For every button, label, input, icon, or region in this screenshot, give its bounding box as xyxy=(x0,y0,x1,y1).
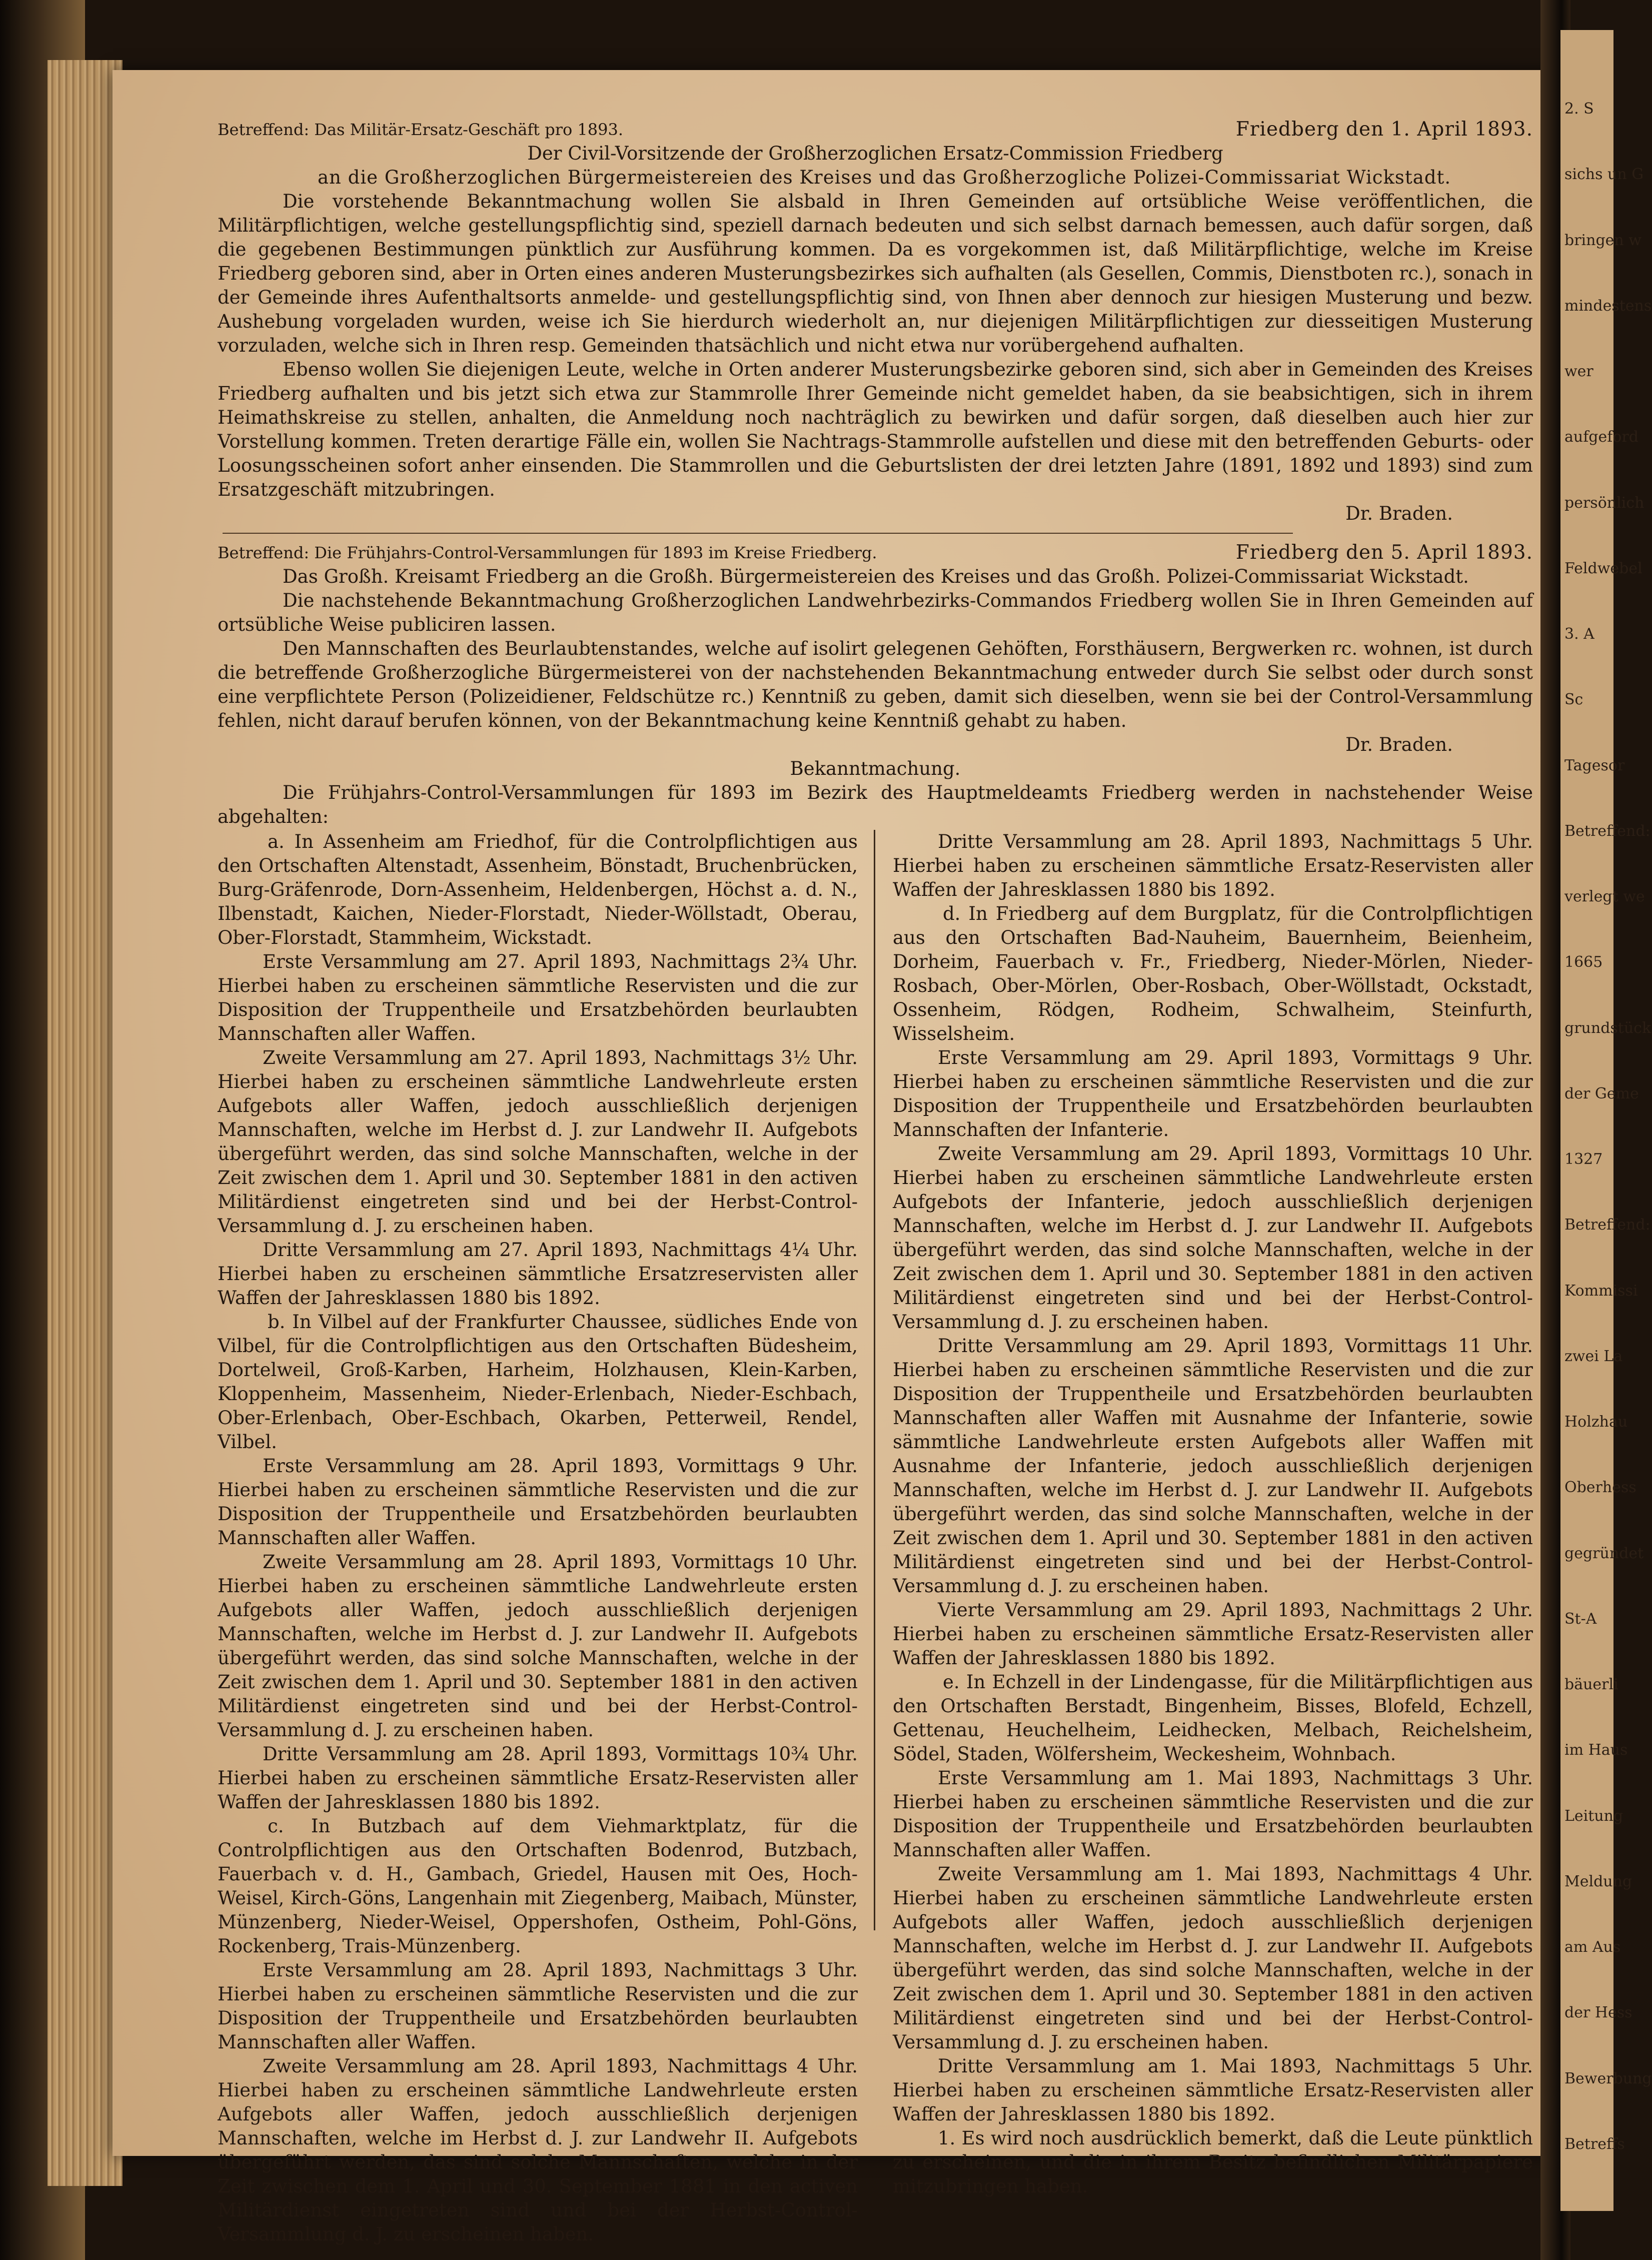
notice1-para1: Die vorstehende Bekanntmachung wollen Sie alsbald in Ihren Gemeinden auf ortsübliche Weise veröffentlichen, die Militärpflichtigen, welche gestellungspflichtig sind, speziell darnach bedeuten und sich selbst darnach bemessen, auch dafür sorgen, daß die gegebenen Bestimmungen pünktlich zur Ausführung kommen. Da es vorgekommen ist, daß Militärpflichtige, welche im Kreise Friedberg geboren sind, aber in Orten eines anderen Musterungsbezirkes sich aufhalten (als Gesellen, Commis, Dienstboten rc.), sonach in der Gemeinde ihres Aufenthaltsorts anmelde- und gestellungspflichtig sind, von Ihnen aber dennoch zur hiesigen Musterung und bezw. Aushebung vorgeladen wurden, weise ich Sie hierdurch wiederholt an, nur diejenigen Militärpflichtigen zur diesseitigen Musterung vorzuladen, welche sich in Ihren resp. Gemeinden thatsächlich und nicht etwa nur vorübergehend aufhalten. xyxy=(218,191,1533,356)
next-page-fragment: bäuerli xyxy=(1564,1676,1618,1693)
page-edges xyxy=(48,60,123,2186)
notice1-place-date: Friedberg den 1. April 1893. xyxy=(1235,118,1533,141)
next-page-fragment: Kommissi xyxy=(1564,1282,1638,1300)
assembly-item: Erste Versammlung am 1. Mai 1893, Nachmittags 3 Uhr. Hierbei haben zu erscheinen sämmtliche Reservisten und die zur Disposition der Truppentheile und Ersatzbehörden beurlaubten Mannschaften aller Waffen. xyxy=(893,1767,1533,1861)
page-text xyxy=(218,118,1533,2245)
notice1-authority: Der Civil-Vorsitzende der Großherzoglichen Ersatz-Commission Friedberg xyxy=(527,143,1223,164)
assembly-item: Vierte Versammlung am 29. April 1893, Nachmittags 2 Uhr. Hierbei haben zu erscheinen sämmtliche Ersatz-Reservisten aller Waffen der Jahresklassen 1880 bis 1892. xyxy=(893,1599,1533,1669)
announcement-title: Bekanntmachung. xyxy=(790,758,961,779)
next-page-fragment: der Hess xyxy=(1564,2004,1632,2021)
location-e: e. In Echzell in der Lindengasse, für die Militärpflichtigen aus den Ortschaften Berstadt, Bingenheim, Bisses, Blofeld, Echzell, Gettenau, Heuchelheim, Leidhecken, Melbach, Reichelsheim, Södel, Staden, Wölfersheim, Weckesheim, Wohnbach. xyxy=(893,1671,1533,1765)
assembly-item: Dritte Versammlung am 29. April 1893, Vormittags 11 Uhr. Hierbei haben zu erscheinen sämmtliche Reservisten und die zur Disposition der Truppentheile und Ersatzbehörden beurlaubten Mannschaften aller Waffen mit Ausnahme der Infanterie, sowie sämmtliche Landwehrleute ersten Aufgebots aller Waffen mit Ausnahme der Infanterie, jedoch ausschließlich derjenigen Mannschaften, welche im Herbst d. J. zur Landwehr II. Aufgebots übergeführt werden, das sind solche Mannschaften, welche in der Zeit zwischen dem 1. April und 30. September 1881 in den activen Militärdienst eingetreten sind und bei der Herbst-Control-Versammlung d. J. zu erscheinen haben. xyxy=(893,1335,1533,1597)
next-page-fragment: Feldwebel xyxy=(1564,560,1642,577)
next-page-fragment: verlegt we xyxy=(1564,888,1645,905)
closing-note: 1. Es wird noch ausdrücklich bemerkt, daß die Leute pünktlich zu erscheinen, und die in ihrem Besitz befindlichen Militärpapiere mitzubringen haben. xyxy=(893,2127,1533,2197)
next-page-fragment: 1327 xyxy=(1564,1151,1603,1168)
assembly-item: Erste Versammlung am 29. April 1893, Vormittags 9 Uhr. Hierbei haben zu erscheinen sämmtliche Reservisten und die zur Disposition der Truppentheile und Ersatzbehörden beurlaubten Mannschaften der Infanterie. xyxy=(893,1047,1533,1141)
assembly-item: Dritte Versammlung am 28. April 1893, Nachmittags 5 Uhr. Hierbei haben zu erscheinen sämmtliche Ersatz-Reservisten aller Waffen der Jahresklassen 1880 bis 1892. xyxy=(893,831,1533,900)
next-page-fragment: der Geme xyxy=(1564,1085,1639,1102)
assembly-item: Zweite Versammlung am 1. Mai 1893, Nachmittags 4 Uhr. Hierbei haben zu erscheinen sämmtliche Landwehrleute ersten Aufgebots aller Waffen, jedoch ausschließlich derjenigen Mannschaften, welche im Herbst d. J. zur Landwehr II. Aufgebots übergeführt werden, das sind solche Mannschaften, welche in der Zeit zwischen dem 1. April und 30. September 1881 in den activen Militärdienst eingetreten sind und bei der Herbst-Control-Versammlung d. J. zu erscheinen haben. xyxy=(893,1863,1533,2053)
assembly-item: Zweite Versammlung am 29. April 1893, Vormittags 10 Uhr. Hierbei haben zu erscheinen sämmtliche Landwehrleute ersten Aufgebots der Infanterie, jedoch ausschließlich derjenigen Mannschaften, welche im Herbst d. J. zur Landwehr II. Aufgebots übergeführt werden, das sind solche Mannschaften, welche in der Zeit zwischen dem 1. April und 30. September 1881 in den activen Militärdienst eingetreten sind und bei der Herbst-Control-Versammlung d. J. zu erscheinen haben. xyxy=(893,1143,1533,1333)
next-page-fragment: Oberhess xyxy=(1564,1479,1636,1496)
assembly-item: Erste Versammlung am 27. April 1893, Nachmittags 2¾ Uhr. Hierbei haben zu erscheinen sämmtliche Reservisten und die zur Disposition der Truppentheile und Ersatzbehörden beurlaubten Mannschaften aller Waffen. xyxy=(218,951,858,1044)
next-page-fragment: persönlich xyxy=(1564,494,1644,512)
notice2-addressees: Das Großh. Kreisamt Friedberg an die Großh. Bürgermeistereien des Kreises und das Großh. Polizei-Commissariat Wickstadt. xyxy=(283,566,1469,587)
notice2-header xyxy=(218,541,1533,565)
assembly-item: Zweite Versammlung am 28. April 1893, Nachmittags 4 Uhr. Hierbei haben zu erscheinen sämmtliche Landwehrleute ersten Aufgebots aller Waffen, jedoch ausschließlich derjenigen Mannschaften, welche im Herbst d. J. zur Landwehr II. Aufgebots übergeführt werden, das sind solche Mannschaften, welche in der Zeit zwischen dem 1. April und 30. September 1881 in den activen Militärdienst eingetreten sind und bei der Herbst-Control-Versammlung d. J. zu erscheinen haben. xyxy=(218,2055,858,2245)
next-page-fragment: Betreffs xyxy=(1564,2135,1625,2153)
notice2-para2: Den Mannschaften des Beurlaubtenstandes, welche auf isolirt gelegenen Gehöften, Forsthäusern, Bergwerken rc. wohnen, ist durch die betreffende Großherzogliche Bürgermeisterei von der nachstehenden Bekanntmachung entweder durch Sie selbst oder durch sonst eine verpflichtete Person (Polizeidiener, Feldschütze rc.) Kenntniß zu geben, damit sich dieselben, wenn sie bei der Control-Versammlung fehlen, nicht darauf berufen können, von der Bekanntmachung keine Kenntniß gehabt zu haben. xyxy=(218,638,1533,731)
location-c: c. In Butzbach auf dem Viehmarktplatz, für die Controlpflichtigen aus den Ortschaften Bodenrod, Butzbach, Fauerbach v. d. H., Gambach, Griedel, Hausen mit Oes, Hoch-Weisel, Kirch-Göns, Langenhain mit Ziegenberg, Maibach, Münster, Münzenberg, Nieder-Weisel, Oppershofen, Ostheim, Pohl-Göns, Rockenberg, Trais-Münzenberg. xyxy=(218,1815,858,1957)
next-page-fragment: 3. A xyxy=(1564,625,1594,643)
next-page-fragment: mindestens xyxy=(1564,297,1652,315)
next-page-fragment: Meldung xyxy=(1564,1873,1632,1890)
assembly-item: Zweite Versammlung am 27. April 1893, Nachmittags 3½ Uhr. Hierbei haben zu erscheinen sämmtliche Landwehrleute ersten Aufgebots aller Waffen, jedoch ausschließlich derjenigen Mannschaften, welche im Herbst d. J. zur Landwehr II. Aufgebots übergeführt werden, das sind solche Mannschaften, welche in der Zeit zwischen dem 1. April und 30. September 1881 in den activen Militärdienst eingetreten sind und bei der Herbst-Control-Versammlung d. J. zu erscheinen haben. xyxy=(218,1047,858,1237)
location-b: b. In Vilbel auf der Frankfurter Chaussee, südliches Ende von Vilbel, für die Controlpflichtigen aus den Ortschaften Büdesheim, Dortelweil, Groß-Karben, Harheim, Holzhausen, Klein-Karben, Kloppenheim, Massenheim, Nieder-Erlenbach, Nieder-Eschbach, Ober-Erlenbach, Ober-Eschbach, Okarben, Petterweil, Rendel, Vilbel. xyxy=(218,1311,858,1453)
notice2-place-date: Friedberg den 5. April 1893. xyxy=(1235,541,1533,564)
next-page-fragment: am Aus xyxy=(1564,1938,1621,1956)
next-page-fragment: Leitung xyxy=(1564,1807,1623,1825)
next-page-fragment: gegründet xyxy=(1564,1545,1644,1562)
next-page-fragment: Sc xyxy=(1564,691,1583,708)
next-page-fragment: St-A xyxy=(1564,1610,1597,1628)
next-page-fragment: Holzhau xyxy=(1564,1413,1628,1431)
column-separator xyxy=(874,830,875,1930)
notice1-addressees: an die Großherzoglichen Bürgermeistereien des Kreises und das Großherzogliche Polizei-Commissariat Wickstadt. xyxy=(318,167,1451,188)
assembly-item: Erste Versammlung am 28. April 1893, Vormittags 9 Uhr. Hierbei haben zu erscheinen sämmtliche Reservisten und die zur Disposition der Truppentheile und Ersatzbehörden beurlaubten Mannschaften aller Waffen. xyxy=(218,1455,858,1549)
divider-rule xyxy=(223,533,1293,534)
notice2-signature: Dr. Braden. xyxy=(1345,734,1453,755)
assembly-item: Dritte Versammlung am 28. April 1893, Vormittags 10¾ Uhr. Hierbei haben zu erscheinen sämmtliche Ersatz-Reservisten aller Waffen der Jahresklassen 1880 bis 1892. xyxy=(218,1743,858,1813)
next-page-fragment: Tagesor xyxy=(1564,757,1625,774)
next-page-fragment: grundstück xyxy=(1564,1019,1651,1037)
next-page-fragment: aufgeford xyxy=(1564,428,1638,446)
next-page-fragment: Betreffend: xyxy=(1564,1216,1650,1234)
notice1-subject: Betreffend: Das Militär-Ersatz-Geschäft pro 1893. xyxy=(218,120,624,139)
next-page-fragment: Bewerbung xyxy=(1564,2070,1652,2087)
notice1-para2: Ebenso wollen Sie diejenigen Leute, welche in Orten anderer Musterungsbezirke geboren sind, sich aber in Gemeinden des Kreises Friedberg aufhalten und bis jetzt sich etwa zur Stammrolle Ihrer Gemeinde nicht gemeldet haben, da sie beabsichtigen, sich in ihrem Heimathskreise zu stellen, anhalten, die Anmeldung noch nachträglich zu bewirken und dafür sorgen, daß dieselben auch hier zur Vorstellung kommen. Treten derartige Fälle ein, wollen Sie Nachtrags-Stammrolle aufstellen und diese mit den betreffenden Geburts- oder Loosungsscheinen sofort anher einsenden. Die Stammrollen und die Geburtslisten der drei letzten Jahre (1891, 1892 und 1893) sind zum Ersatzgeschäft mitzubringen. xyxy=(218,359,1533,500)
next-page-fragment: bringen w xyxy=(1564,232,1641,249)
next-page-edge xyxy=(1560,30,1652,2211)
notice2-para1: Die nachstehende Bekanntmachung Großherzoglichen Landwehrbezirks-Commandos Friedberg wollen Sie in Ihren Gemeinden auf ortsübliche Weise publiciren lassen. xyxy=(218,590,1533,635)
left-column xyxy=(218,830,858,2246)
assembly-item: Zweite Versammlung am 28. April 1893, Vormittags 10 Uhr. Hierbei haben zu erscheinen sämmtliche Landwehrleute ersten Aufgebots aller Waffen, jedoch ausschließlich derjenigen Mannschaften, welche im Herbst d. J. zur Landwehr II. Aufgebots übergeführt werden, das sind solche Mannschaften, welche in der Zeit zwischen dem 1. April und 30. September 1881 in den activen Militärdienst eingetreten sind und bei der Herbst-Control-Versammlung d. J. zu erscheinen haben. xyxy=(218,1551,858,1741)
notice1-signature: Dr. Braden. xyxy=(1345,503,1453,524)
location-d: d. In Friedberg auf dem Burgplatz, für die Controlpflichtigen aus den Ortschaften Bad-Nauheim, Bauernheim, Beienheim, Dorheim, Fauerbach v. Fr., Friedberg, Nieder-Mörlen, Nieder-Rosbach, Ober-Mörlen, Ober-Rosbach, Ober-Wöllstadt, Ockstadt, Ossenheim, Rödgen, Rodheim, Schwalheim, Steinfurth, Wisselsheim. xyxy=(893,903,1533,1044)
next-page-fragment: 1665 xyxy=(1564,953,1603,971)
notice1-header xyxy=(218,118,1533,142)
right-column xyxy=(893,830,1533,2198)
location-a: a. In Assenheim am Friedhof, für die Controlpflichtigen aus den Ortschaften Altenstadt, Assenheim, Bönstadt, Bruchenbrücken, Burg-Gräfenrode, Dorn-Assenheim, Heldenbergen, Höchst a. d. N., Ilbenstadt, Kaichen, Nieder-Florstadt, Nieder-Wöllstadt, Oberau, Ober-Florstadt, Stammheim, Wickstadt. xyxy=(218,831,858,948)
next-page-fragment: im Haus xyxy=(1564,1741,1628,1759)
next-page-fragment: wer xyxy=(1564,363,1593,380)
next-page-fragment: Betreffend: xyxy=(1564,822,1650,840)
document-page xyxy=(113,70,1560,2245)
next-page-fragment: zwei La xyxy=(1564,1348,1623,1365)
next-page-fragment: sichs un G xyxy=(1564,166,1644,183)
notice2-subject: Betreffend: Die Frühjahrs-Control-Versammlungen für 1893 im Kreise Friedberg. xyxy=(218,543,877,562)
assembly-item: Erste Versammlung am 28. April 1893, Nachmittags 3 Uhr. Hierbei haben zu erscheinen sämmtliche Reservisten und die zur Disposition der Truppentheile und Ersatzbehörden beurlaubten Mannschaften aller Waffen. xyxy=(218,1959,858,2053)
assembly-item: Dritte Versammlung am 27. April 1893, Nachmittags 4¼ Uhr. Hierbei haben zu erscheinen sämmtliche Ersatzreservisten aller Waffen der Jahresklassen 1880 bis 1892. xyxy=(218,1239,858,1309)
next-page-fragment: 2. S xyxy=(1564,100,1594,118)
assembly-item: Dritte Versammlung am 1. Mai 1893, Nachmittags 5 Uhr. Hierbei haben zu erscheinen sämmtliche Ersatz-Reservisten aller Waffen der Jahresklassen 1880 bis 1892. xyxy=(893,2055,1533,2125)
announcement-intro: Die Frühjahrs-Control-Versammlungen für 1893 im Bezirk des Hauptmeldeamts Friedberg werden in nachstehender Weise abgehalten: xyxy=(218,782,1533,827)
